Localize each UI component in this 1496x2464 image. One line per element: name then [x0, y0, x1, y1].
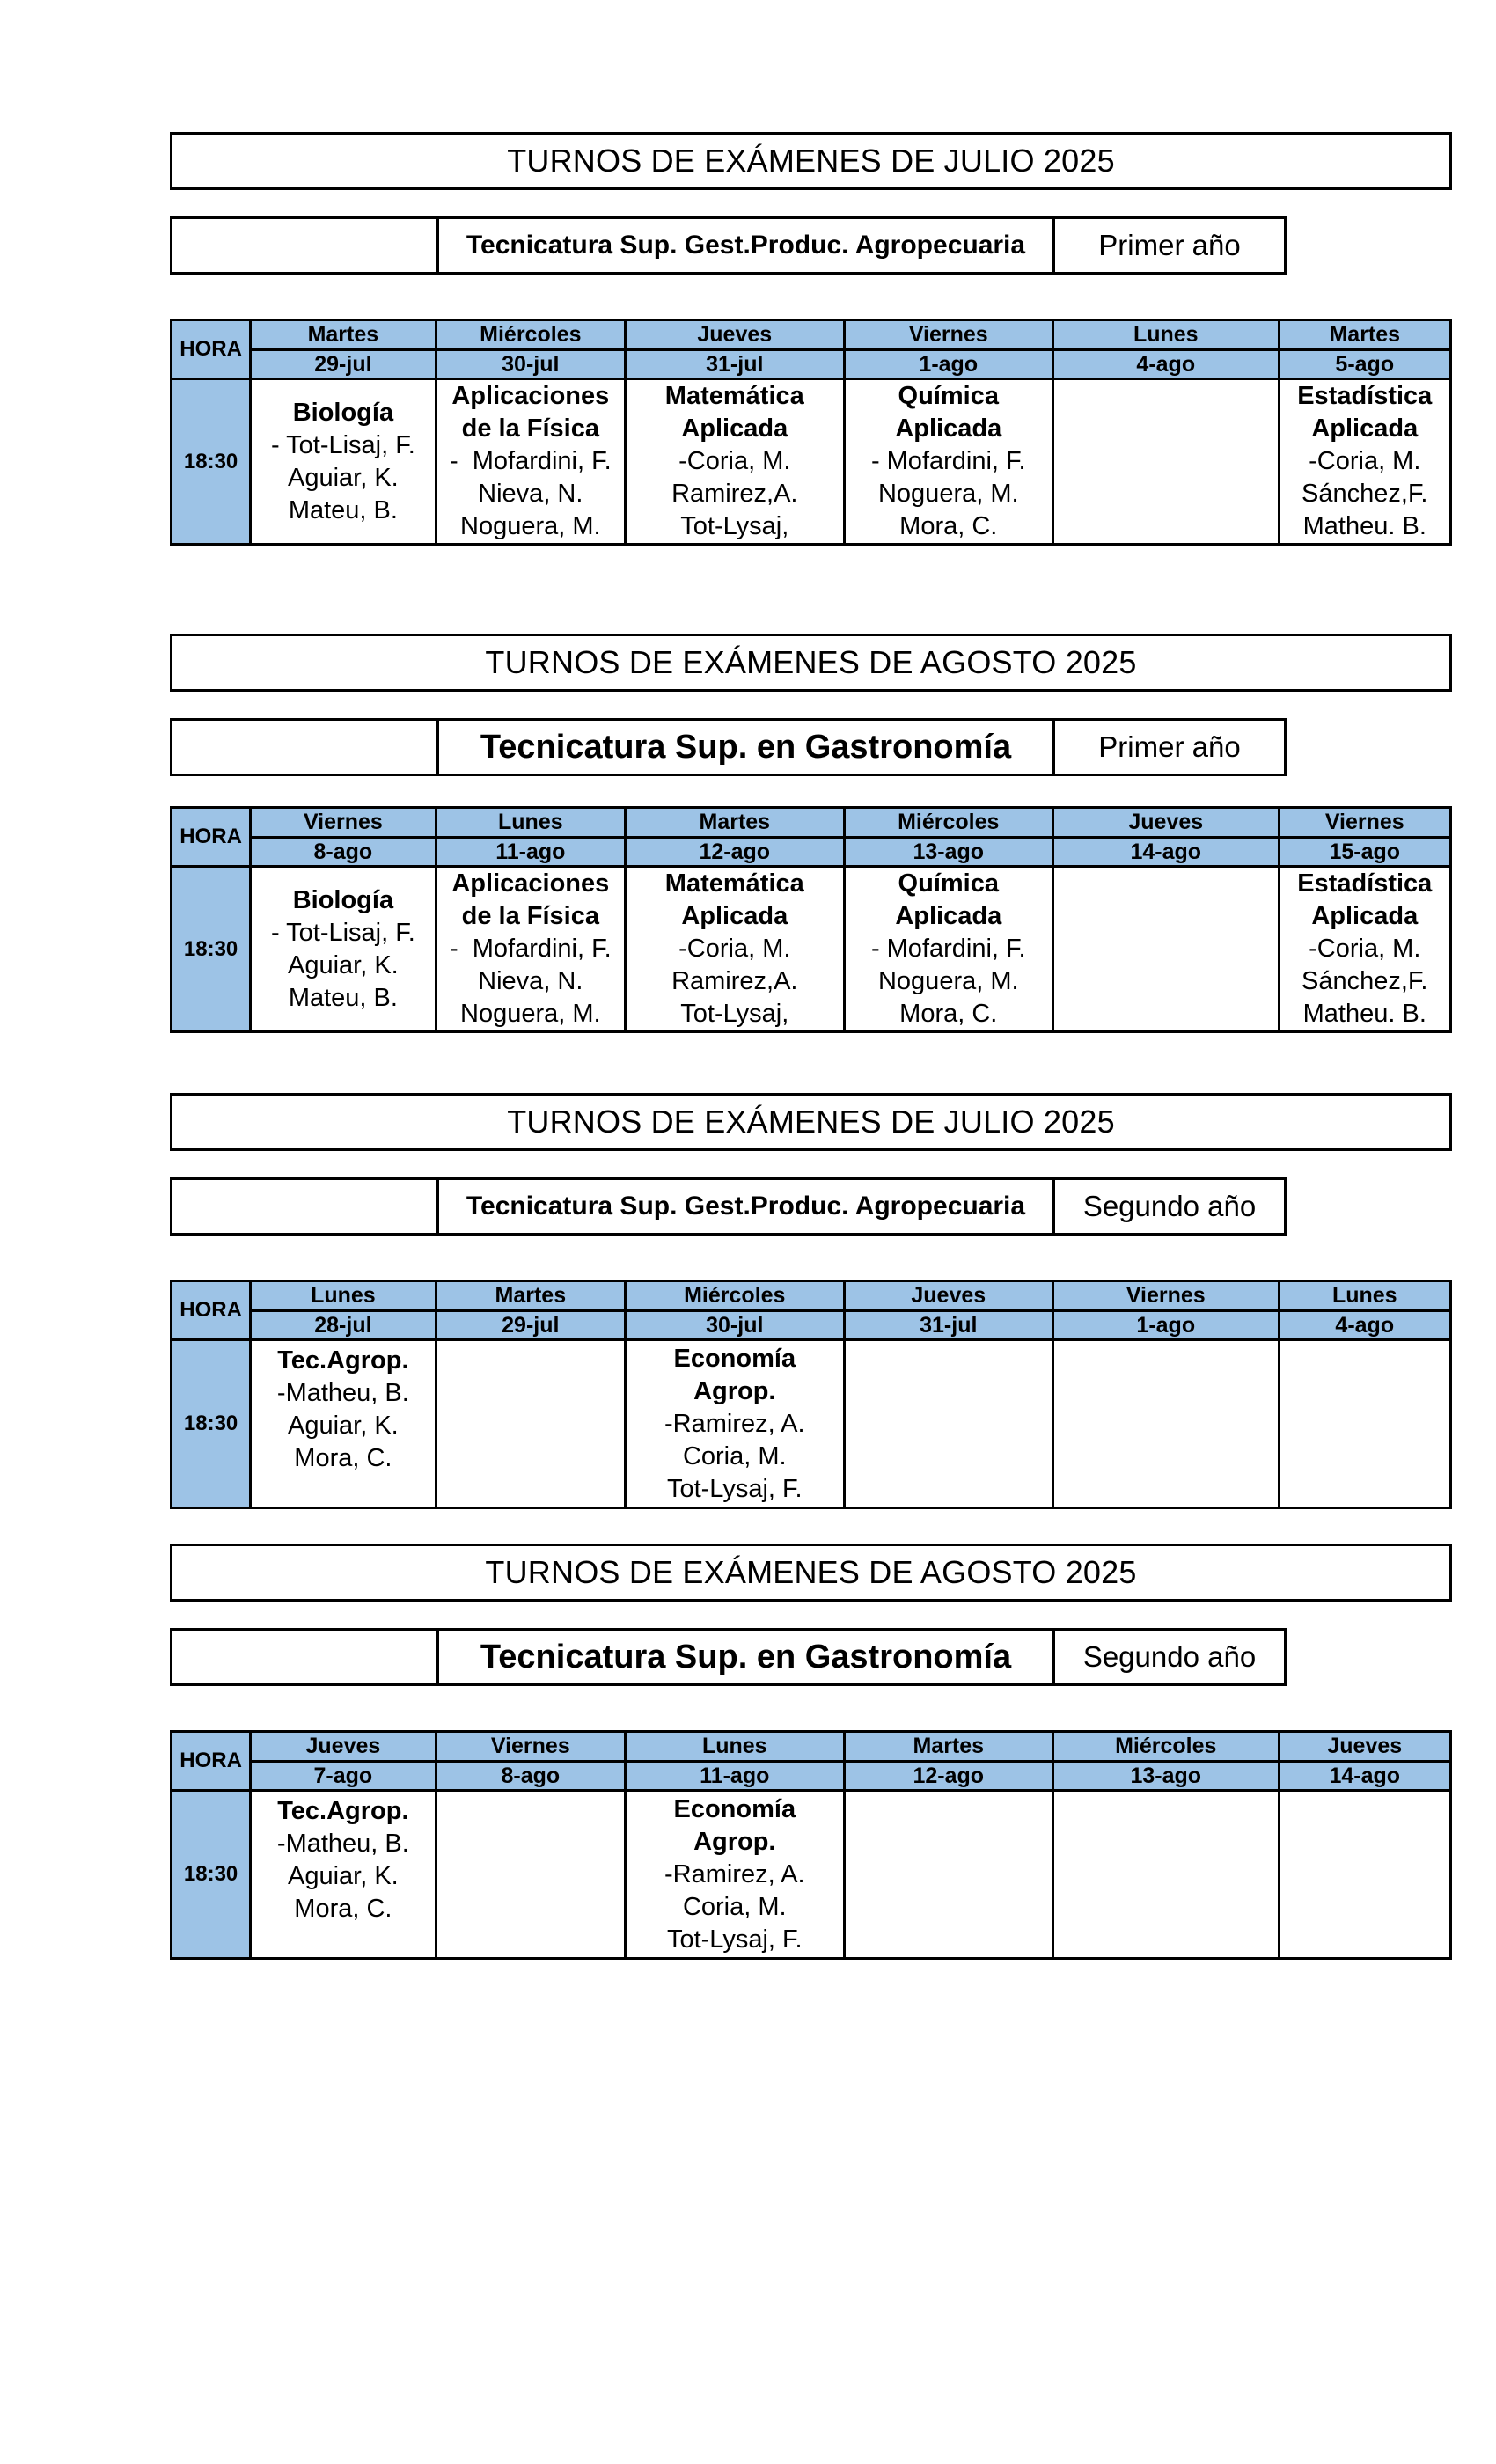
professor-line: Ramirez,A.: [671, 967, 798, 995]
subject-line: Aplicaciones: [451, 869, 610, 898]
professor-line: Mateu, B.: [288, 983, 398, 1012]
professor-line: - Mofardini, F.: [449, 935, 612, 963]
program-blank-cell: [172, 219, 439, 272]
professor-line: Aguiar, K.: [288, 1862, 399, 1890]
program-name: Tecnicatura Sup. en Gastronomía: [439, 721, 1055, 774]
program-year: Segundo año: [1082, 1190, 1257, 1222]
exam-cell-empty: [1053, 379, 1280, 545]
day-date: 11-ago: [626, 1761, 845, 1791]
exam-cell-empty: [1279, 1340, 1450, 1508]
day-date: 15-ago: [1279, 837, 1450, 867]
subject-line: Química: [898, 869, 999, 898]
schedule-table: [170, 1730, 1452, 1960]
subject-line: Aplicada: [681, 902, 788, 930]
exam-cell: [251, 867, 436, 1032]
subject-line: Aplicada: [681, 414, 788, 443]
subject-line: Agrop.: [693, 1827, 776, 1856]
exam-cell-empty: [844, 1791, 1052, 1959]
subject-line: Aplicada: [895, 414, 1002, 443]
day-date-row: [172, 1761, 1451, 1791]
program-name: Tecnicatura Sup. Gest.Produc. Agropecuaria: [439, 219, 1055, 272]
day-name: Viernes: [436, 1732, 625, 1762]
exam-row: [172, 1340, 1451, 1508]
professor-line: Aguiar, K.: [288, 1412, 399, 1440]
exam-cell: [626, 867, 845, 1032]
exam-cell-empty: [1053, 867, 1280, 1032]
exam-row: [172, 1791, 1451, 1959]
day-name: Jueves: [251, 1732, 436, 1762]
professor-line: -Coria, M.: [678, 447, 791, 475]
professor-line: - Tot-Lisaj, F.: [270, 430, 415, 459]
subject-line: Matemática: [664, 382, 804, 410]
professor-line: Noguera, M.: [877, 480, 1019, 508]
professor-line: - Tot-Lisaj, F.: [270, 918, 415, 947]
exam-cell: [251, 1340, 436, 1508]
subject-line: Estadística: [1297, 382, 1433, 410]
hora-header: HORA: [172, 808, 251, 867]
section-title: TURNOS DE EXÁMENES DE JULIO 2025: [170, 132, 1452, 190]
professor-line: Tot-Lysaj,: [680, 512, 789, 540]
professor-line: Nieva, N.: [478, 480, 583, 508]
schedule-table: [170, 1280, 1452, 1509]
day-name: Lunes: [1053, 320, 1280, 350]
professor-line: Ramirez,A.: [671, 480, 798, 508]
day-date: 30-jul: [436, 349, 625, 379]
day-date-row: [172, 837, 1451, 867]
hora-header: HORA: [172, 1732, 251, 1791]
professor-line: Coria, M.: [682, 1892, 787, 1921]
hora-header: HORA: [172, 1281, 251, 1340]
day-date: 8-ago: [436, 1761, 625, 1791]
exam-cell: [1279, 379, 1450, 545]
time-cell: 18:30: [172, 1340, 251, 1508]
program-row: [170, 718, 1287, 776]
day-date: 1-ago: [1053, 1310, 1280, 1340]
day-name: Viernes: [1279, 808, 1450, 838]
exam-row: [172, 379, 1451, 545]
day-name-row: [172, 1281, 1451, 1311]
professor-line: Sánchez,F.: [1302, 480, 1428, 508]
day-date: 13-ago: [1053, 1761, 1280, 1791]
professor-line: Noguera, M.: [460, 1000, 601, 1028]
day-name: Viernes: [1053, 1281, 1280, 1311]
day-date: 30-jul: [626, 1310, 845, 1340]
exam-cell: [844, 867, 1052, 1032]
exam-cell: [1279, 867, 1450, 1032]
program-blank-cell: [172, 1180, 439, 1233]
professor-line: Mora, C.: [899, 512, 998, 540]
professor-line: - Mofardini, F.: [870, 935, 1026, 963]
day-name: Miércoles: [1053, 1732, 1280, 1762]
program-name: Tecnicatura Sup. en Gastronomía: [439, 1631, 1055, 1683]
day-name-row: [172, 320, 1451, 350]
exam-cell-empty: [436, 1340, 625, 1508]
day-date: 1-ago: [844, 349, 1052, 379]
day-name: Miércoles: [626, 1281, 845, 1311]
subject-line: Aplicaciones: [451, 382, 610, 410]
day-date: 4-ago: [1053, 349, 1280, 379]
subject-line: de la Física: [461, 414, 599, 443]
program-blank-cell: [172, 1631, 439, 1683]
schedule-table: [170, 319, 1452, 546]
day-date: 11-ago: [436, 837, 625, 867]
section-title: TURNOS DE EXÁMENES DE AGOSTO 2025: [170, 1544, 1452, 1602]
professor-line: -Coria, M.: [678, 935, 791, 963]
professor-line: Noguera, M.: [460, 512, 601, 540]
day-date: 14-ago: [1279, 1761, 1450, 1791]
day-name: Miércoles: [436, 320, 625, 350]
day-name: Martes: [626, 808, 845, 838]
subject-line: Aplicada: [1311, 902, 1419, 930]
professor-line: -Ramirez, A.: [664, 1409, 805, 1438]
exam-cell: [436, 379, 625, 545]
day-name: Viernes: [844, 320, 1052, 350]
exam-cell: [251, 1791, 436, 1959]
day-date: 31-jul: [844, 1310, 1052, 1340]
day-date: 13-ago: [844, 837, 1052, 867]
day-date: 29-jul: [251, 349, 436, 379]
exam-cell-empty: [1053, 1791, 1280, 1959]
exam-row: [172, 867, 1451, 1032]
professor-line: -Coria, M.: [1309, 447, 1421, 475]
professor-line: Mora, C.: [899, 1000, 998, 1028]
program-blank-cell: [172, 721, 439, 774]
subject-line: Biología: [292, 885, 394, 914]
professor-line: - Mofardini, F.: [870, 447, 1026, 475]
professor-line: Matheu. B.: [1302, 1000, 1426, 1028]
professor-line: Sánchez,F.: [1302, 967, 1428, 995]
subject-line: Tec.Agrop.: [277, 1346, 409, 1375]
schedule-table: [170, 806, 1452, 1033]
subject-line: Economía: [673, 1794, 796, 1823]
day-date: 8-ago: [251, 837, 436, 867]
day-name: Jueves: [1279, 1732, 1450, 1762]
day-date: 5-ago: [1279, 349, 1450, 379]
day-date: 4-ago: [1279, 1310, 1450, 1340]
professor-line: - Mofardini, F.: [449, 447, 612, 475]
subject-line: Química: [898, 382, 999, 410]
subject-line: Economía: [673, 1344, 796, 1373]
professor-line: Tot-Lysaj,: [680, 1000, 789, 1028]
professor-line: Aguiar, K.: [288, 463, 399, 492]
exam-cell-empty: [1279, 1791, 1450, 1959]
day-name: Lunes: [436, 808, 625, 838]
program-year: Primer año: [1098, 229, 1241, 261]
time-cell: 18:30: [172, 379, 251, 545]
professor-line: Mora, C.: [294, 1895, 392, 1923]
subject-line: Aplicada: [1311, 414, 1419, 443]
day-name-row: [172, 808, 1451, 838]
time-cell: 18:30: [172, 867, 251, 1032]
day-date-row: [172, 349, 1451, 379]
program-row: [170, 1177, 1287, 1236]
exam-cell-empty: [844, 1340, 1052, 1508]
professor-line: -Matheu, B.: [276, 1830, 409, 1858]
section-title: TURNOS DE EXÁMENES DE JULIO 2025: [170, 1093, 1452, 1151]
day-name-row: [172, 1732, 1451, 1762]
day-name: Martes: [844, 1732, 1052, 1762]
professor-line: Noguera, M.: [877, 967, 1019, 995]
day-name: Martes: [436, 1281, 625, 1311]
program-year: Segundo año: [1082, 1640, 1257, 1673]
day-date-row: [172, 1310, 1451, 1340]
exam-cell-empty: [1053, 1340, 1280, 1508]
professor-line: Coria, M.: [682, 1441, 787, 1470]
day-name: Jueves: [1053, 808, 1280, 838]
day-name: Miércoles: [844, 808, 1052, 838]
day-date: 31-jul: [626, 349, 845, 379]
program-row: [170, 1628, 1287, 1686]
professor-line: Mateu, B.: [288, 495, 398, 524]
professor-line: -Matheu, B.: [276, 1379, 409, 1407]
exam-cell: [626, 1340, 845, 1508]
day-date: 28-jul: [251, 1310, 436, 1340]
professor-line: Tot-Lysaj, F.: [666, 1925, 803, 1954]
time-cell: 18:30: [172, 1791, 251, 1959]
subject-line: Aplicada: [895, 902, 1002, 930]
program-year: Primer año: [1098, 730, 1241, 763]
day-date: 14-ago: [1053, 837, 1280, 867]
professor-line: -Ramirez, A.: [664, 1859, 805, 1888]
professor-line: Tot-Lysaj, F.: [666, 1474, 803, 1503]
professor-line: Mora, C.: [294, 1444, 392, 1472]
hora-header: HORA: [172, 320, 251, 379]
exam-cell: [844, 379, 1052, 545]
day-name: Viernes: [251, 808, 436, 838]
professor-line: Aguiar, K.: [288, 950, 399, 979]
subject-line: Estadística: [1297, 869, 1433, 898]
exam-cell: [251, 379, 436, 545]
day-name: Jueves: [844, 1281, 1052, 1311]
subject-line: de la Física: [461, 902, 599, 930]
day-name: Martes: [251, 320, 436, 350]
day-name: Martes: [1279, 320, 1450, 350]
exam-cell-empty: [436, 1791, 625, 1959]
exam-cell: [436, 867, 625, 1032]
day-date: 7-ago: [251, 1761, 436, 1791]
subject-line: Matemática: [664, 869, 804, 898]
day-date: 12-ago: [626, 837, 845, 867]
day-date: 12-ago: [844, 1761, 1052, 1791]
day-name: Lunes: [251, 1281, 436, 1311]
section-title: TURNOS DE EXÁMENES DE AGOSTO 2025: [170, 634, 1452, 692]
day-date: 29-jul: [436, 1310, 625, 1340]
professor-line: -Coria, M.: [1309, 935, 1421, 963]
professor-line: Nieva, N.: [478, 967, 583, 995]
day-name: Lunes: [626, 1732, 845, 1762]
program-name: Tecnicatura Sup. Gest.Produc. Agropecuaria: [439, 1180, 1055, 1233]
exam-cell: [626, 379, 845, 545]
subject-line: Tec.Agrop.: [277, 1797, 409, 1825]
professor-line: Matheu. B.: [1302, 512, 1426, 540]
day-name: Jueves: [626, 320, 845, 350]
day-name: Lunes: [1279, 1281, 1450, 1311]
exam-cell: [626, 1791, 845, 1959]
subject-line: Biología: [292, 398, 394, 427]
subject-line: Agrop.: [693, 1376, 776, 1405]
program-row: [170, 216, 1287, 275]
